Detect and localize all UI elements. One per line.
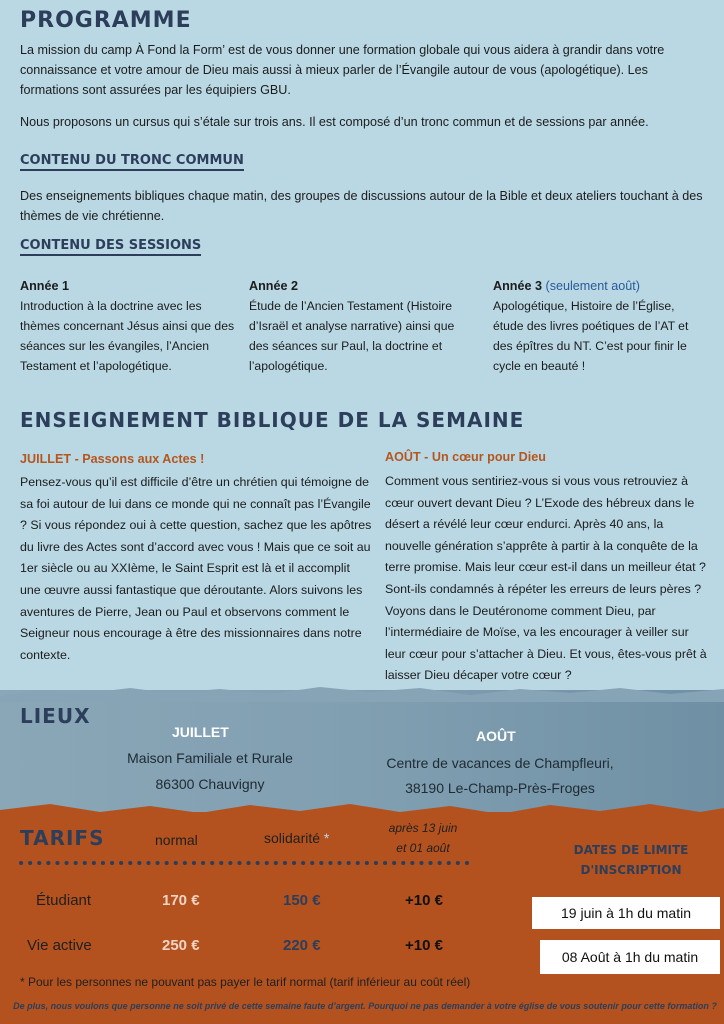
programme-title: PROGRAMME [20,8,192,33]
tarif-row-1-normal: 170 € [162,892,200,909]
session-year-3 [493,276,708,376]
lieux-aout-line2: 38190 Le-Champ-Près-Froges [405,780,595,796]
lieux-juillet-line2: 86300 Chauvigny [155,776,265,792]
brush-edge-bottom [0,800,724,822]
tarifs-footnote: * Pour les personnes ne pouvant pas payer le tarif normal (tarif inférieur au coût réel) [20,975,471,989]
session-year-1 [20,276,240,376]
year-2-label: Année 2 [249,279,298,293]
year-1-label: Année 1 [20,279,69,293]
tarifs-bottom-note: De plus, nous voulons que personne ne soit privé de cette semaine faute d’argent. Pourquoi ne pas demander à votre église de vous soutenir pour cette formation ? [13,1001,717,1011]
tarif-row-2-normal: 250 € [162,937,200,954]
sessions-title: CONTENU DES SESSIONS [20,238,201,256]
lieux-juillet-label: JUILLET [172,724,229,740]
tarif-row-2-label: Vie active [27,937,92,954]
tronc-title: CONTENU DU TRONC COMMUN [20,153,244,171]
date-deadline-2: 08 Août à 1h du matin [540,940,720,974]
year-3-note: (seulement août) [545,279,641,293]
year-3-text: Apologétique, Histoire de l’Église, étude des livres poétiques de l’AT et des épîtres du NT. C’est pour finir le cycle en beauté ! [493,299,689,373]
brush-edge-top [0,682,724,702]
tarif-row-1-label: Étudiant [36,892,92,909]
aout-teaching-title: AOÛT - Un cœur pour Dieu [385,450,546,464]
lieux-aout-line1: Centre de vacances de Champfleuri, [386,755,614,771]
dates-title: DATES DE LIMITE D'INSCRIPTION [573,843,689,877]
tarif-row-1-solidarite: 150 € [283,892,321,909]
tarifs-col-late: après 13 juin et 01 août [388,821,458,855]
tarifs-title: TARIFS [20,826,105,850]
programme-intro: La mission du camp À Fond la Form’ est de vous donner une formation globale qui vous aidera à grandir dans votre connaissance et votre amour de Dieu mais aussi à mieux parler de l’Évangile autour de vous (apologétique). Les formations sont assurées par les équipiers GBU. [20,43,665,97]
tarif-row-1-late: +10 € [405,892,443,909]
lieux-aout-label: AOÛT [476,728,516,744]
enseignement-title: ENSEIGNEMENT BIBLIQUE DE LA SEMAINE [20,408,525,432]
juillet-teaching-text: Pensez-vous qu’il est difficile d’être un chrétien qui témoigne de sa foi autour de lui dans ce monde qui ne connaît pas l’Évangile ? Si vous répondez oui à cette question, sachez que les apôtres du livre des Actes sont d’accord avec vous ! Mais que ce soit au 1er siècle ou au XXIème, le Saint Esprit est là et il accomplit une œuvre aussi fantastique que déroutante. Alors suivons les aventures de Pierre, Jean ou Paul et observons comment le Seigneur nous encourage à être des missionnaires dans notre contexte. [20,475,372,662]
juillet-teaching-title: JUILLET - Passons aux Actes ! [20,452,205,466]
aout-teaching-text: Comment vous sentiriez-vous si vous vous retrouviez à cœur ouvert devant Dieu ? L’Exode des hébreux dans le désert a révélé leur cœur endurci. Après 40 ans, la nouvelle génération s’apprête à partir à la conquête de la terre promise. Mais leur cœur est-il dans un meilleur état ? Sont-ils condamnés à répéter les erreurs de leurs pères ? Voyons dans le Deutéronome comment Dieu, par l’intermédiaire de Moïse, va les encourager à veiller sur leur cœur pour s’attacher à Dieu. Et vous, êtes-vous prêt à laisser Dieu décaper votre cœur ? [385,474,707,683]
tronc-text: Des enseignements bibliques chaque matin, des groupes de discussions autour de la Bible et deux ateliers touchant à des thèmes de vie chrétienne. [20,189,703,223]
tarifs-col-normal: normal [155,832,198,848]
tarifs-dotted-line [18,860,470,866]
year-3-label: Année 3 [493,279,542,293]
tarif-row-2-late: +10 € [405,937,443,954]
lieux-juillet-line1: Maison Familiale et Rurale [127,750,293,766]
tarifs-col-solidarite: solidarité * [264,830,330,846]
programme-cursus: Nous proposons un cursus qui s’étale sur trois ans. Il est composé d’un tronc commun et de sessions par année. [20,115,649,129]
tarif-row-2-solidarite: 220 € [283,937,321,954]
date-deadline-1: 19 juin à 1h du matin [532,897,720,929]
year-2-text: Étude de l’Ancien Testament (Histoire d’Israël et analyse narrative) ainsi que des séances sur Paul, la doctrine et l’apologétique. [249,299,455,373]
session-year-2 [249,276,474,376]
lieux-title: LIEUX [20,704,91,728]
year-1-text: Introduction à la doctrine avec les thèmes concernant Jésus ainsi que des séances sur les évangiles, l’Ancien Testament et l’apologétique. [20,299,235,373]
